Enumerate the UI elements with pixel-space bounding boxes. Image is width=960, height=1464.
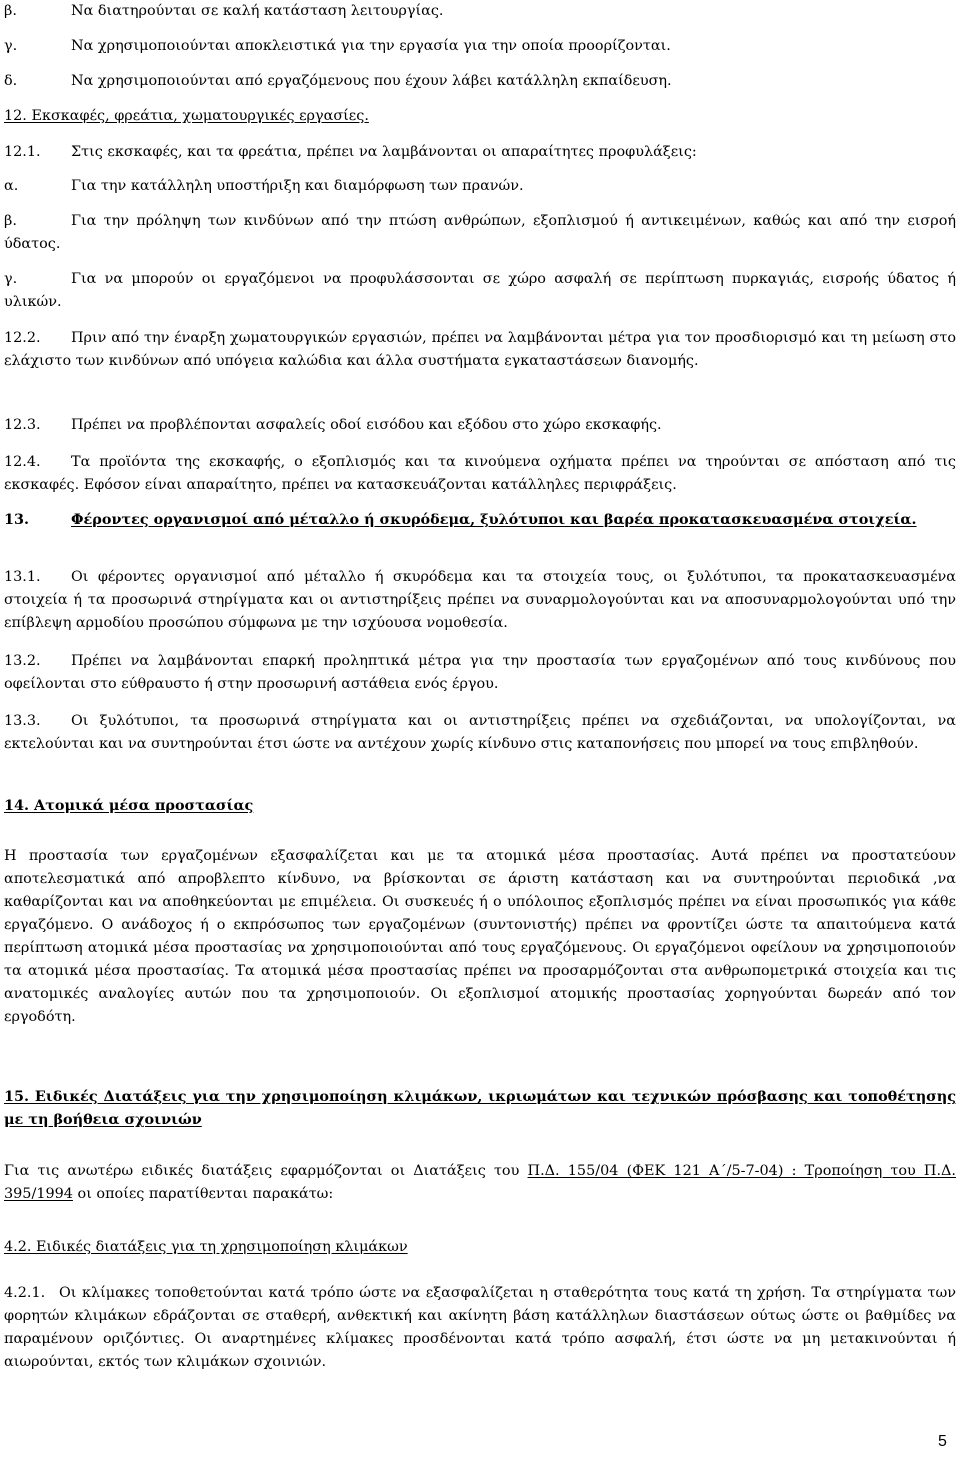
paragraph-number: 13.2. [4, 653, 41, 669]
list-item-beta [4, 0, 956, 23]
list-label: β. [4, 3, 17, 19]
paragraph-12-4 [4, 451, 956, 497]
intro-text-end: οι οποίες παρατίθενται παρακάτω: [77, 1186, 334, 1202]
page-number: 5 [938, 1433, 947, 1450]
paragraph-text: Τα προϊόντα της εκσκαφής, ο εξοπλισμός και τα κινούμενα οχήματα πρέπει να τηρούνται σε απόσταση από τις εκσκαφές. Εφόσον είναι απαραίτητο, πρέπει να κατασκευάζονται κατάλληλες περιφράξεις. [4, 454, 956, 493]
paragraph-13-1 [4, 566, 956, 635]
section-15-heading: 15. Ειδικές Διατάξεις για την χρησιμοποίηση κλιμάκων, ικριωμάτων και τεχνικών πρόσβασης και τοποθέτησης με τη βοήθεια σχοινιών [4, 1088, 956, 1128]
subsection-4-2-heading [4, 1236, 956, 1259]
list-item-alpha [4, 175, 956, 198]
paragraph-4-2-1 [4, 1282, 956, 1374]
paragraph-text: Στις εκσκαφές, και τα φρεάτια, πρέπει να λαμβάνονται οι απαραίτητες προφυλάξεις: [71, 144, 697, 160]
paragraph-number: 13.3. [4, 713, 41, 729]
list-label: β. [4, 213, 17, 229]
list-label: α. [4, 178, 19, 194]
paragraph-number: 13.1. [4, 569, 41, 585]
list-text: Για να μπορούν οι εργαζόμενοι να προφυλάσσονται σε χώρο ασφαλή σε περίπτωση πυρκαγιάς, εισροής ύδατος ή υλικών. [4, 271, 956, 310]
list-text: Να χρησιμοποιούνται από εργαζόμενους που έχουν λάβει κατάλληλη εκπαίδευση. [71, 73, 672, 89]
list-label: γ. [4, 38, 18, 54]
paragraph-number: 12.1. [4, 144, 41, 160]
list-item-beta-2 [4, 210, 956, 256]
paragraph-number: 12.4. [4, 454, 41, 470]
paragraph-12-2 [4, 327, 956, 373]
list-item-delta [4, 70, 956, 93]
paragraph-number: 12.3. [4, 417, 41, 433]
list-text: Για την πρόληψη των κινδύνων από την πτώση ανθρώπων, εξοπλισμού ή αντικειμένων, καθώς και από την εισροή ύδατος. [4, 213, 956, 252]
paragraph-text: Πρέπει να λαμβάνονται επαρκή προληπτικά μέτρα για την προστασία των εργαζομένων από τους κινδύνους που οφείλονται στο εύθραυστο ή στην προσωρινή αστάθεια ενός έργου. [4, 653, 956, 692]
paragraph-text: Οι ξυλότυποι, τα προσωρινά στηρίγματα και οι αντιστηρίξεις πρέπει να σχεδιάζονται, να υπολογίζονται, να εκτελούνται και να συντηρούνται έτσι ώστε να αντέχουν χωρίς κίνδυνο στις καταπονήσεις που μπορεί να τους επιβληθούν. [4, 713, 956, 752]
section-14-heading: 14. Ατομικά μέσα προστασίας [4, 797, 254, 814]
paragraph-13-3 [4, 710, 956, 756]
section-title: Φέροντες οργανισμοί από μέταλλο ή σκυρόδεμα, ξυλότυποι και βαρέα προκατασκευασμένα στοιχεία. [71, 511, 917, 528]
legal-reference-link[interactable]: Π.Δ. 155/04 (ΦΕΚ 121 Α΄/5-7-04) : Τροποίηση του Π.Δ. 395/1994 [4, 1163, 956, 1202]
paragraph-number: 12.2. [4, 330, 41, 346]
list-text: Να διατηρούνται σε καλή κατάσταση λειτουργίας. [71, 3, 444, 19]
paragraph-text: Πρέπει να προβλέπονται ασφαλείς οδοί εισόδου και εξόδου στο χώρο εκσκαφής. [71, 417, 662, 433]
section-number: 13. [4, 511, 30, 528]
paragraph-text: Οι κλίμακες τοποθετούνται κατά τρόπο ώστε να εξασφαλίζεται η σταθερότητα τους κατά τη χρήση. Τα στηρίγματα των φορητών κλιμάκων εδράζονται σε σταθερή, ανθεκτική και ακίνητη βάση κατάλληλων διαστάσεων ούτως ώστε οι βαθμίδες να παραμένουν οριζόντιες. Οι αναρτημένες κλίμακες προσδένονται κατά τρόπο ασφαλή, έτσι ώστε να μη μετακινούνται ή αιωρούνται, εκτός των κλιμάκων σχοινιών. [4, 1285, 956, 1370]
section-12-heading: 12. Εκσκαφές, φρεάτια, χωματουργικές εργασίες. [4, 108, 369, 124]
section-14-body: Η προστασία των εργαζομένων εξασφαλίζεται και με τα ατομικά μέσα προστασίας. Αυτά πρέπει να προστατεύουν αποτελεσματικά από απροβλεπτο κίνδυνο, να βρίσκονται σε άριστη κατάσταση και να συντηρούνται περιοδικά ,να καθαρίζονται και να αποθηκεύονται με επιμέλεια. Οι συσκευές ή ο υπόλοιπος εξοπλισμός πρέπει να είναι προσωπικός για κάθε εργαζόμενο. Ο ανάδοχος ή ο εκπρόσωπος των εργαζομένων (συντονιστής) πρέπει να φροντίζει ώστε τα απαιτούμενα κατά περίπτωση ατομικά μέσα προστασίας να χρησιμοποιούνται από τους εργαζόμενους. Οι εργαζόμενοι οφείλουν να χρησιμοποιούν τα ατομικά μέσα προστασίας. Τα ατομικά μέσα προστασίας πρέπει να προσαρμόζονται στα ανθρωπομετρικά στοιχεία και τις ανατομικές αναλογίες αυτών που τα χρησιμοποιούν. Οι εξοπλισμοί ατομικής προστασίας χορηγούνται δωρεάν από τον εργοδότη. [4, 848, 956, 1025]
section-13-heading [4, 508, 956, 531]
paragraph-text: Οι φέροντες οργανισμοί από μέταλλο ή σκυρόδεμα και τα στοιχεία τους, οι ξυλότυποι, τα προκατασκευασμένα στοιχεία ή τα προσωρινά στηρίγματα και οι αντιστηρίξεις πρέπει να συναρμολογούνται και να αποσυναρμολογούνται υπό την επίβλεψη αρμοδίου προσώπου σύμφωνα με την ισχύουσα νομοθεσία. [4, 569, 956, 631]
paragraph-text: Πριν από την έναρξη χωματουργικών εργασιών, πρέπει να λαμβάνονται μέτρα για τον προσδιορισμό και τη μείωση στο ελάχιστο των κινδύνων από υπόγεια καλώδια και άλλα συστήματα εγκαταστάσεων διανομής. [4, 330, 956, 369]
paragraph-13-2 [4, 650, 956, 696]
list-item-gamma-2 [4, 268, 956, 314]
list-label: γ. [4, 271, 18, 287]
paragraph-number: 4.2.1. [4, 1285, 46, 1301]
list-item-gamma [4, 35, 956, 58]
list-text: Να χρησιμοποιούνται αποκλειστικά για την εργασία για την οποία προορίζονται. [71, 38, 671, 54]
list-label: δ. [4, 73, 18, 89]
paragraph-12-3 [4, 414, 956, 437]
list-text: Για την κατάλληλη υποστήριξη και διαμόρφωση των πρανών. [71, 178, 524, 194]
subsection-title: 4.2. Ειδικές διατάξεις για τη χρησιμοποίηση κλιμάκων [4, 1239, 408, 1255]
paragraph-12-1 [4, 141, 956, 164]
section-15-intro [4, 1160, 956, 1206]
intro-text: Για τις ανωτέρω ειδικές διατάξεις εφαρμόζονται οι Διατάξεις του [4, 1163, 520, 1179]
